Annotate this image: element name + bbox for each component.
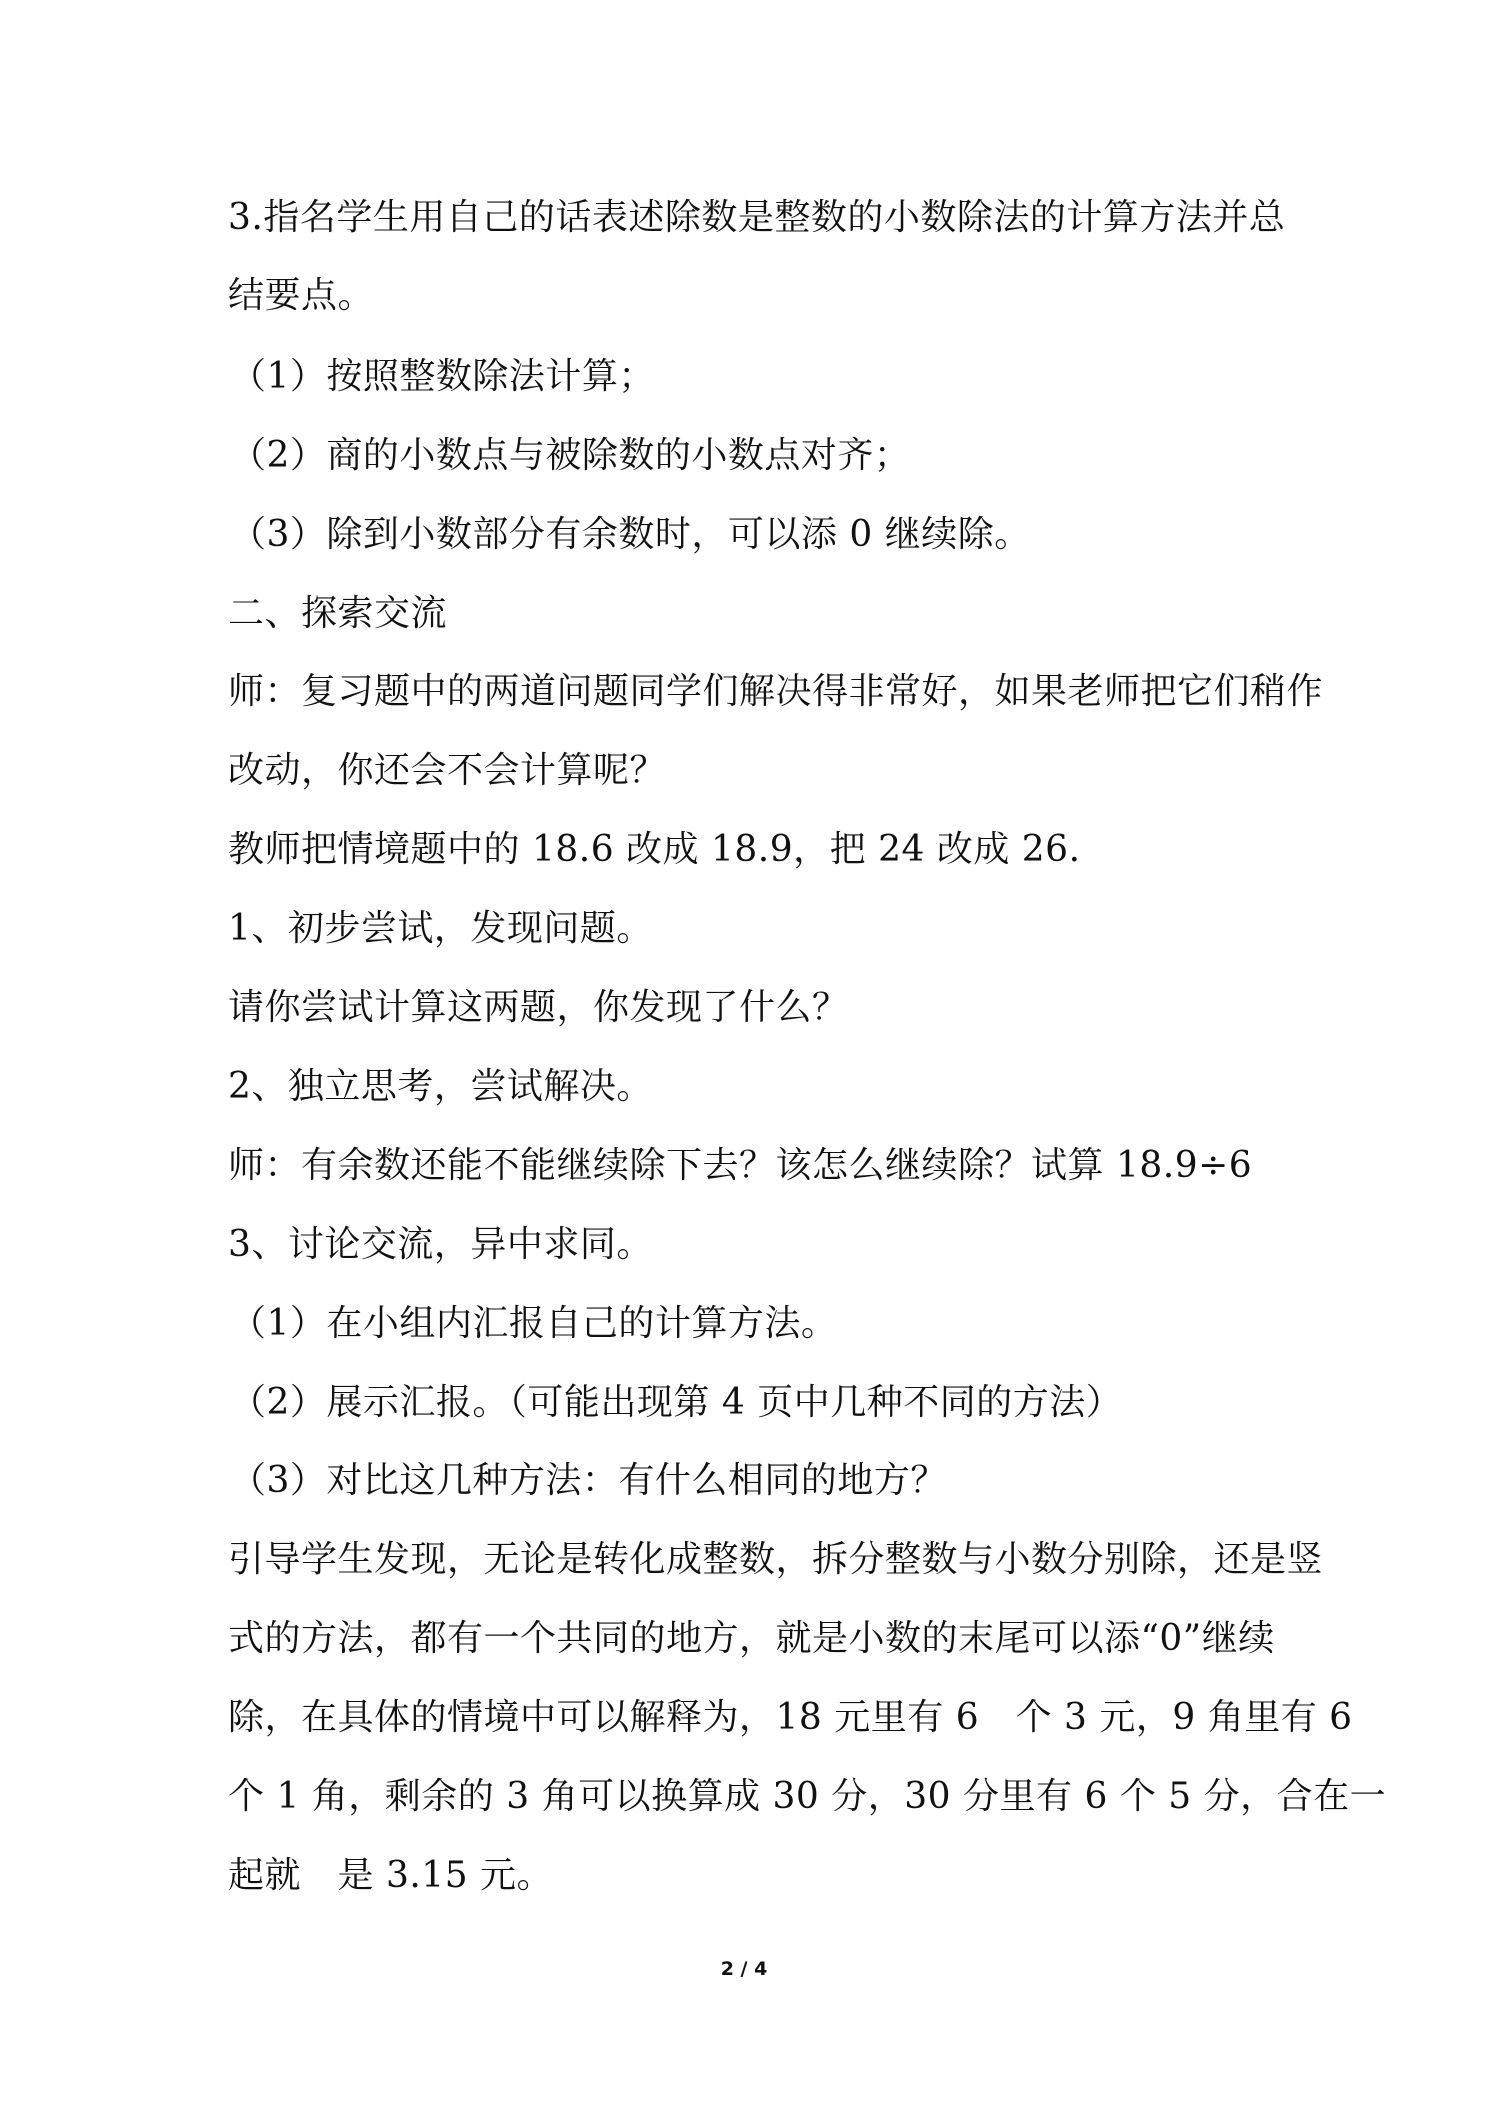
text-line: 个 1 角，剩余的 3 角可以换算成 30 分，30 分里有 6 个 5 分，合在一: [228, 1776, 1387, 1817]
text-line: 教师把情境题中的 18.6 改成 18.9，把 24 改成 26.: [228, 829, 1081, 870]
text-line: （2）商的小数点与被除数的小数点对齐；: [230, 435, 911, 476]
text-line: （2）展示汇报。（可能出现第 4 页中几种不同的方法）: [230, 1382, 1123, 1423]
text-line: 1、初步尝试，发现问题。: [228, 908, 653, 949]
text-line: （3）对比这几种方法：有什么相同的地方？: [230, 1460, 947, 1501]
text-line: 请你尝试计算这两题，你发现了什么？: [228, 987, 849, 1028]
text-line: 结要点。: [228, 275, 375, 316]
text-line: 除，在具体的情境中可以解释为，18 元里有 6 个 3 元，9 角里有 6: [228, 1697, 1353, 1738]
text-line: 师：有余数还能不能继续除下去？该怎么继续除？试算 18.9÷6: [228, 1145, 1253, 1186]
text-line: 师：复习题中的两道问题同学们解决得非常好，如果老师把它们稍作: [228, 671, 1324, 712]
text-line: 改动，你还会不会计算呢？: [228, 750, 667, 791]
text-line: （1）按照整数除法计算；: [230, 356, 655, 397]
text-line: 3.指名学生用自己的话表述除数是整数的小数除法的计算方法并总: [228, 197, 1286, 238]
text-line: 3、讨论交流，异中求同。: [228, 1224, 653, 1265]
text-line: （1）在小组内汇报自己的计算方法。: [230, 1303, 838, 1344]
text-line: 引导学生发现，无论是转化成整数，拆分整数与小数分别除，还是竖: [228, 1539, 1324, 1580]
text-line: 起就 是 3.15 元。: [228, 1855, 554, 1896]
text-line: 式的方法，都有一个共同的地方，就是小数的末尾可以添“0”继续: [228, 1618, 1275, 1659]
section-heading: 二、探索交流: [228, 593, 448, 634]
text-line: （3）除到小数部分有余数时，可以添 0 继续除。: [230, 514, 1031, 555]
text-line: 2、独立思考，尝试解决。: [228, 1066, 653, 1107]
page-number: 2 / 4: [720, 1958, 768, 1980]
